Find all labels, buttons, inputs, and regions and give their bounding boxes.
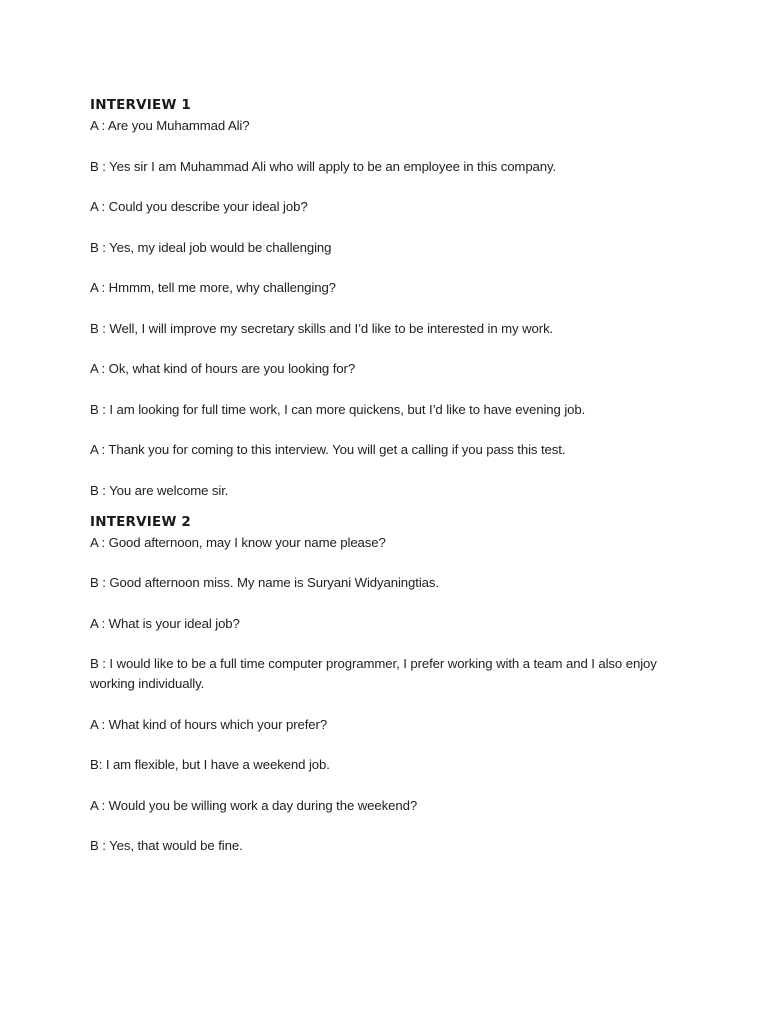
dialogue-line: B : Yes, my ideal job would be challenging bbox=[90, 239, 332, 255]
dialogue-line: B : Yes, that would be fine. bbox=[90, 838, 243, 853]
document-page bbox=[90, 96, 700, 856]
dialogue-line: B : You are welcome sir. bbox=[90, 482, 229, 498]
dialogue-line: A : Thank you for coming to this interview. You will get a calling if you pass this test. bbox=[90, 442, 566, 457]
dialogue-line: B : I would like to be a full time computer programmer, I prefer working with a team and I also enjoy working individually. bbox=[90, 656, 657, 691]
dialogue-line: B : Good afternoon miss. My name is Suryani Widyaningtias. bbox=[90, 575, 439, 590]
dialogue-line: B: I am flexible, but I have a weekend job. bbox=[90, 757, 330, 772]
dialogue-line: A : What is your ideal job? bbox=[90, 615, 240, 631]
interview-2-section bbox=[90, 513, 700, 857]
interview-2-heading: INTERVIEW 2 bbox=[90, 513, 192, 530]
dialogue-line: A : Ok, what kind of hours are you looking for? bbox=[90, 361, 356, 376]
dialogue-line: A : What kind of hours which your prefer? bbox=[90, 716, 328, 732]
dialogue-line: B : Well, I will improve my secretary skills and I’d like to be interested in my work. bbox=[90, 320, 554, 336]
interview-1-heading: INTERVIEW 1 bbox=[90, 97, 192, 113]
dialogue-line: A : Good afternoon, may I know your name please? bbox=[90, 534, 386, 550]
dialogue-line: B : Yes sir I am Muhammad Ali who will apply to be an employee in this company. bbox=[90, 158, 557, 174]
dialogue-line: A : Are you Muhammad Ali? bbox=[90, 118, 250, 133]
dialogue-line: B : I am looking for full time work, I can more quickens, but I’d like to have evening job. bbox=[90, 401, 586, 417]
dialogue-line: A : Could you describe your ideal job? bbox=[90, 199, 308, 214]
dialogue-line: A : Hmmm, tell me more, why challenging? bbox=[90, 280, 336, 295]
interview-1-section bbox=[90, 96, 700, 501]
dialogue-line: A : Would you be willing work a day during the weekend? bbox=[90, 797, 418, 813]
